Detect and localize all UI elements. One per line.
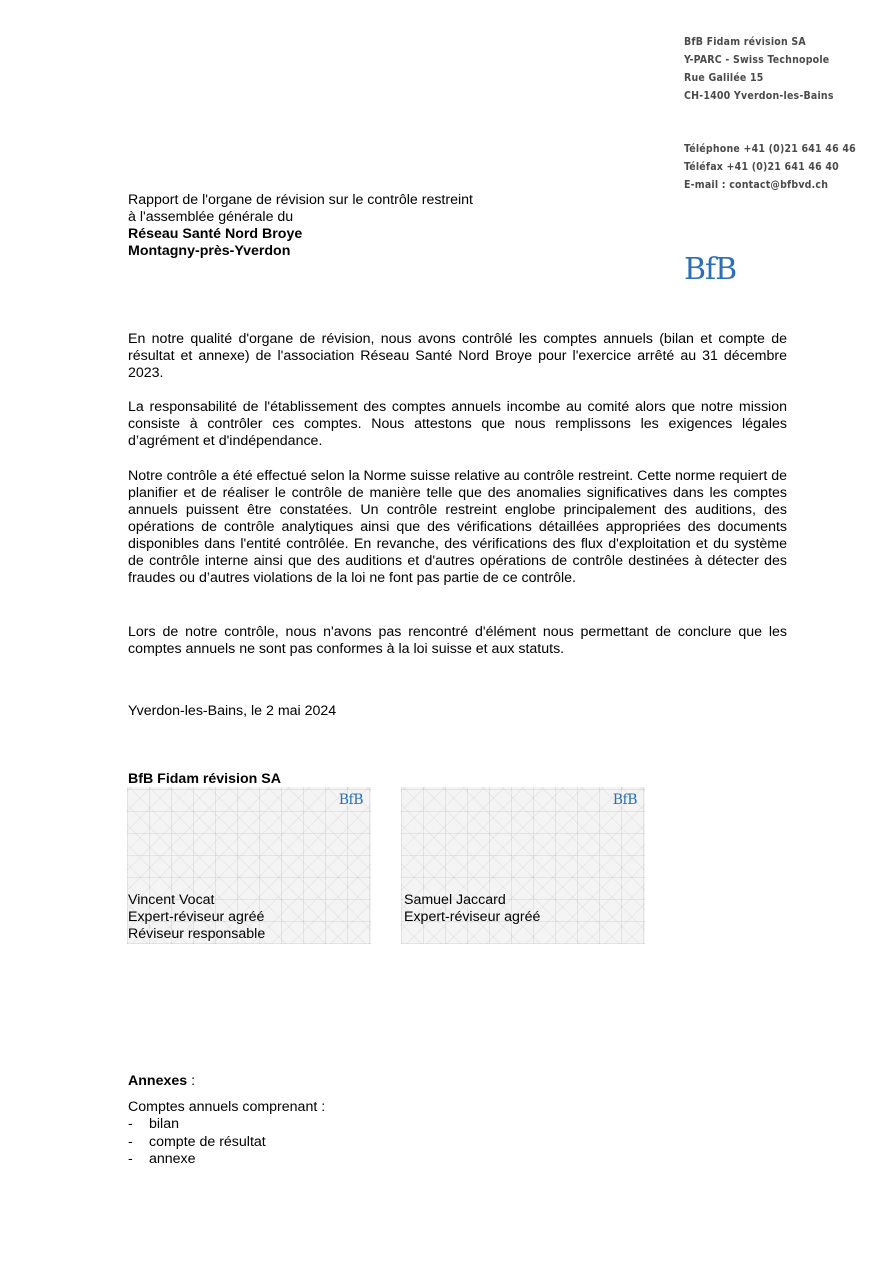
paragraph-responsibility: La responsabilité de l'établissement des comptes annuels incombe au comité alors que notre mission consiste à contrôler ces comptes. Nous attestons que nous remplissons les exigences légales d’agrément et d'indépendance. [128, 399, 787, 449]
signer-role: Réviseur responsable [128, 926, 266, 942]
addressee-block [128, 192, 473, 260]
letterhead-city: CH-1400 Yverdon-les-Bains [684, 90, 834, 102]
organization-name: Réseau Santé Nord Broye [128, 226, 303, 242]
signer-name: Samuel Jaccard [404, 892, 506, 908]
letterhead-phone: Téléphone +41 (0)21 641 46 46 [684, 143, 856, 155]
letterhead-company: BfB Fidam révision SA [684, 36, 806, 48]
annex-heading-label: Annexes [128, 1073, 188, 1089]
report-title-line1: Rapport de l'organe de révision sur le contrôle restreint [128, 192, 473, 208]
place-date: Yverdon-les-Bains, le 2 mai 2024 [128, 703, 337, 719]
audit-firm-name: BfB Fidam révision SA [128, 771, 281, 787]
stamp-logo: BfB [338, 792, 363, 808]
annex-list [128, 1116, 266, 1169]
annex-heading-colon: : [187, 1073, 196, 1089]
list-item: - annexe [128, 1151, 266, 1169]
paragraph-standard: Notre contrôle a été effectué selon la Norme suisse relative au contrôle restreint. Cette norme requiert de planifier et de réaliser le contrôle de manière telle que des anomalies significatives dans les comptes annuels puissent être constatées. Un contrôle restreint englobe principalement des auditions, des opérations de contrôle analytiques ainsi que des vérifications détaillées appropriées des documents disponibles dans l'entité contrôlée. En revanche, des vérifications des flux d'exploitation et du système de contrôle interne ainsi que des auditions et d'autres opérations de contrôle destinées à détecter des fraudes ou d’autres violations de la loi ne font pas partie de ce contrôle. [128, 468, 788, 586]
organization-place: Montagny-près-Yverdon [128, 243, 291, 259]
signer-title: Expert-réviseur agréé [404, 909, 541, 925]
letterhead-street: Rue Galilée 15 [684, 72, 764, 84]
signer-title: Expert-réviseur agréé [128, 909, 265, 925]
letterhead-spacer [684, 105, 856, 140]
signer-block [404, 892, 540, 926]
letterhead-fax: Téléfax +41 (0)21 641 46 40 [684, 161, 839, 173]
paragraph-scope: En notre qualité d'organe de révision, nous avons contrôlé les comptes annuels (bilan et compte de résultat et annexe) de l'association Réseau Santé Nord Broye pour l'exercice arrêté au 31 décembre 2023. [128, 331, 787, 381]
letterhead-email: E-mail : contact@bfbvd.ch [684, 179, 829, 191]
stamp-logo: BfB [612, 792, 637, 808]
annex-heading [128, 1073, 195, 1089]
signer-name: Vincent Vocat [128, 892, 215, 908]
report-title-line2: à l'assemblée générale du [128, 209, 294, 225]
paragraph-conclusion: Lors de notre contrôle, nous n'avons pas rencontré d'élément nous permettant de conclure que les comptes annuels ne sont pas conformes à la loi suisse et aux statuts. [128, 624, 787, 657]
annex-intro: Comptes annuels comprenant : [128, 1099, 326, 1115]
bfb-logo: BfB [684, 252, 737, 287]
list-item: - compte de résultat [128, 1134, 266, 1152]
letterhead-park: Y-PARC - Swiss Technopole [684, 54, 830, 66]
list-item: - bilan [128, 1116, 266, 1134]
letterhead [684, 33, 856, 194]
signer-block [128, 892, 265, 943]
